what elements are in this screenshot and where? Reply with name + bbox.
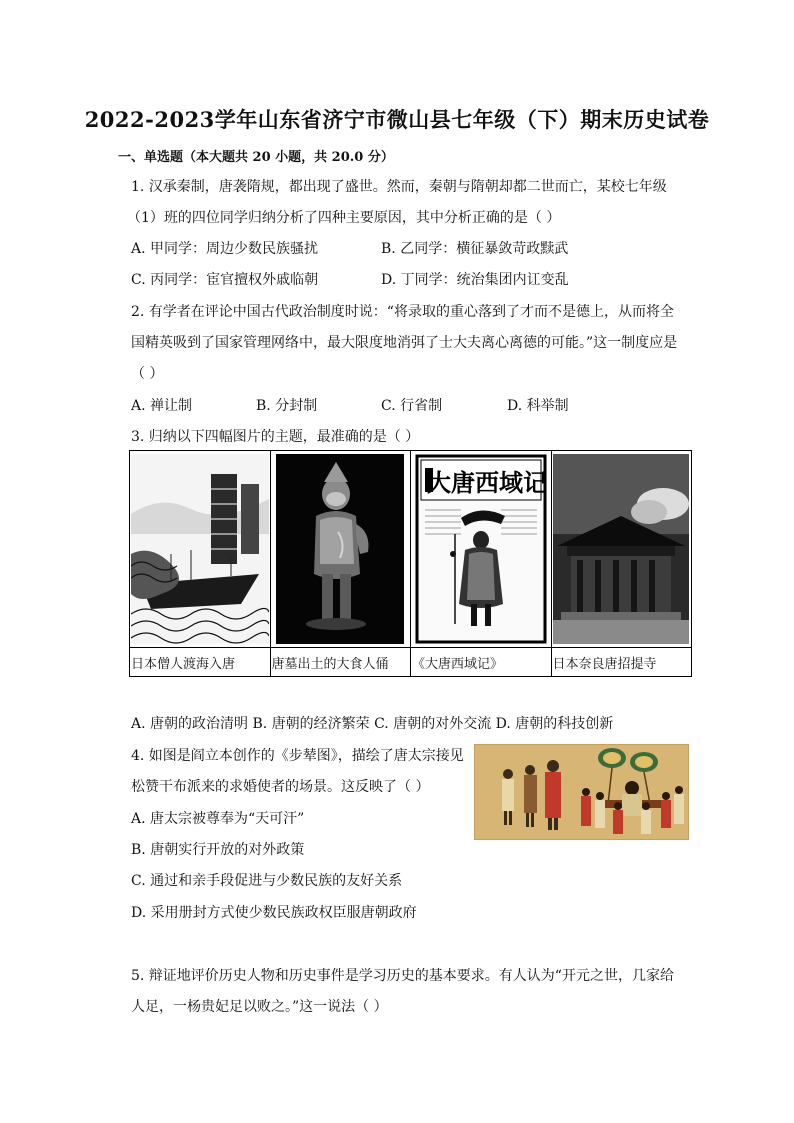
- q4-stem-line2: 松赞干布派来的求婚使者的场景。这反映了（ ）: [131, 779, 430, 795]
- q3-stem: 3. 归纳以下四幅图片的主题，最准确的是（ ）: [131, 429, 420, 445]
- q3-caption-3: 《大唐西域记》: [411, 648, 552, 677]
- arab-figurine-image: [276, 454, 404, 644]
- q1-option-a: A. 甲同学：周边少数民族骚扰: [131, 241, 319, 257]
- q1-option-b: B. 乙同学：横征暴敛苛政黩武: [381, 241, 569, 257]
- q3-options: A. 唐朝的政治清明 B. 唐朝的经济繁荣 C. 唐朝的对外交流 D. 唐朝的科技创新: [131, 716, 614, 732]
- q3-image-table: [129, 450, 692, 677]
- q1-stem-line2: （1）班的四位同学归纳分析了四种主要原因，其中分析正确的是（ ）: [127, 210, 561, 226]
- q3-image-cell-figurine: [270, 451, 411, 648]
- ship-crossing-sea-image: [131, 454, 269, 644]
- q2-option-d: D. 科举制: [507, 398, 569, 414]
- q1-stem-line1: 1. 汉承秦制，唐袭隋规，都出现了盛世。然而，秦朝与隋朝却都二世而亡，某校七年级: [131, 179, 667, 195]
- q3-image-cell-book: [411, 451, 552, 648]
- q3-image-cell-temple: [551, 451, 692, 648]
- exam-title: 2022-2023学年山东省济宁市微山县七年级（下）期末历史试卷: [84, 107, 710, 132]
- q2-option-c: C. 行省制: [381, 398, 443, 414]
- q4-option-a: A. 唐太宗被尊奉为“天可汗”: [131, 811, 305, 827]
- q2-option-b: B. 分封制: [256, 398, 318, 414]
- bunian-painting-image: [474, 744, 689, 840]
- q2-stem-line3: （ ）: [131, 366, 164, 382]
- datang-xiyuji-book-cover-image: [415, 454, 547, 644]
- q2-stem-line2: 国精英吸到了国家管理网络中，最大限度地消弭了士大夫离心离德的可能。”这一制度应是: [131, 335, 678, 351]
- section-heading: 一、单选题（本大题共 20 小题，共 20.0 分）: [118, 150, 394, 165]
- q3-caption-2: 唐墓出土的大食人俑: [270, 648, 411, 677]
- q4-stem-line1: 4. 如图是阎立本创作的《步辇图》，描绘了唐太宗接见: [131, 748, 464, 764]
- q3-image-cell-ship: [130, 451, 271, 648]
- q4-option-b: B. 唐朝实行开放的对外政策: [131, 842, 305, 858]
- q3-caption-1: 日本僧人渡海入唐: [130, 648, 271, 677]
- q1-option-c: C. 丙同学：宦官擅权外戚临朝: [131, 272, 319, 288]
- q4-option-c: C. 通过和亲手段促进与少数民族的友好关系: [131, 873, 403, 889]
- book-cover-title: 大唐西域记: [426, 468, 547, 497]
- toshodaiji-temple-image: [553, 454, 689, 644]
- q4-option-d: D. 采用册封方式使少数民族政权臣服唐朝政府: [131, 905, 417, 921]
- q1-option-d: D. 丁同学：统治集团内讧变乱: [381, 272, 569, 288]
- q2-option-a: A. 禅让制: [131, 398, 193, 414]
- q5-stem-line2: 人足，一杨贵妃足以败之。”这一说法（ ）: [131, 999, 388, 1015]
- q3-caption-4: 日本奈良唐招提寺: [551, 648, 692, 677]
- q2-stem-line1: 2. 有学者在评论中国古代政治制度时说：“将录取的重心落到了才而不是德上，从而将全: [131, 304, 674, 320]
- q5-stem-line1: 5. 辩证地评价历史人物和历史事件是学习历史的基本要求。有人认为“开元之世，几家给: [131, 968, 674, 984]
